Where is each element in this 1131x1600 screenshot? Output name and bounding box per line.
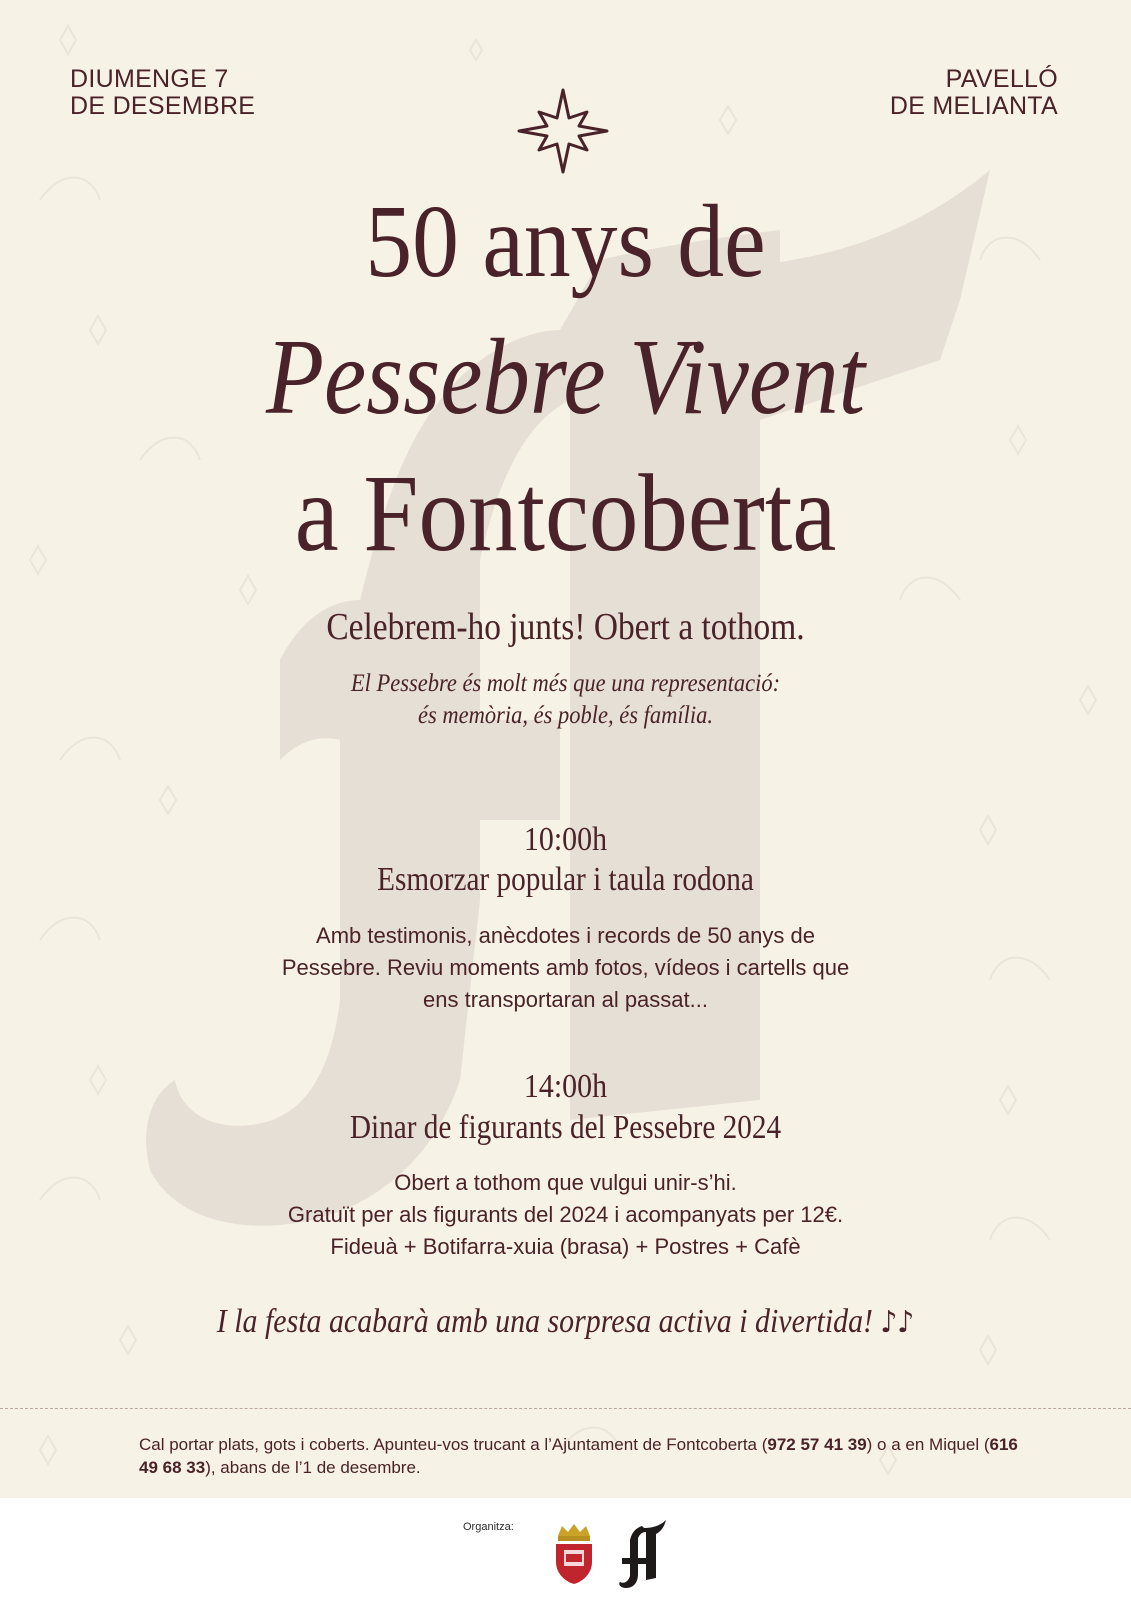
event-2-line-2: Gratuït per als figurants del 2024 i acompanyats per 12€. [287,1202,844,1227]
event-venue [890,66,1058,120]
closing-text: I la festa acabarà amb una sorpresa activa i divertida! [216,1303,874,1340]
title-line-3: a Fontcoberta [294,452,837,574]
date-line-1: DIUMENGE 7 [70,65,229,93]
title-line-2: Pessebre Vivent [265,318,866,437]
event-2-line-3: Fideuà + Botifarra-xuia (brasa) + Postres + Cafè [330,1234,801,1259]
date-line-2: DE DESEMBRE [70,92,256,120]
event-1-time: 10:00h [523,821,608,858]
footer-note [139,1433,1019,1479]
pessebre-f-logo [616,1518,670,1588]
music-notes-icon: ♪♪ [880,1305,915,1340]
event-1-line-3: ens transportaran al passat... [423,987,708,1012]
event-1-line-2: Pessebre. Reviu moments amb fotos, vídeos i cartells que [281,955,850,980]
event-date [70,66,255,120]
municipal-shield-logo [552,1522,596,1586]
venue-line-1: PAVELLÓ [945,65,1058,93]
event-2-line-1: Obert a tothom que vulgui unir-s’hi. [394,1170,737,1195]
closing-line [68,1301,1063,1344]
venue-line-2: DE MELIANTA [889,92,1058,120]
event-2-time: 14:00h [523,1068,608,1105]
title-line-1: 50 anys de [365,184,766,299]
dashed-divider [0,1408,1131,1409]
event-1-line-1: Amb testimonis, anècdotes i records de 50 anys de [316,923,815,948]
quote [57,668,1075,732]
quote-line-2: és memòria, és poble, és família. [418,702,713,729]
organizer-label: Organitza: [463,1521,514,1533]
phone-ajuntament: 972 57 41 39 [767,1435,867,1454]
note-part-2: ) o a en Miquel ( [866,1435,990,1454]
note-part-3: ), abans de l’1 de desembre. [205,1458,421,1477]
event-2-title: Dinar de figurants del Pessebre 2024 [349,1109,782,1146]
quote-line-1: El Pessebre és molt més que una representació: [350,670,781,697]
subtitle: Celebrem-ho junts! Obert a tothom. [326,606,805,648]
event-1-description [0,920,1131,1016]
phone-miquel: 616 49 68 33 [139,1435,1018,1477]
event-1-title: Esmorzar popular i taula rodona [377,861,754,898]
star-icon [517,88,609,174]
note-part-1: Cal portar plats, gots i coberts. Apunteu-vos trucant a l’Ajuntament de Fontcoberta ( [139,1435,768,1454]
event-2-description [0,1167,1131,1263]
